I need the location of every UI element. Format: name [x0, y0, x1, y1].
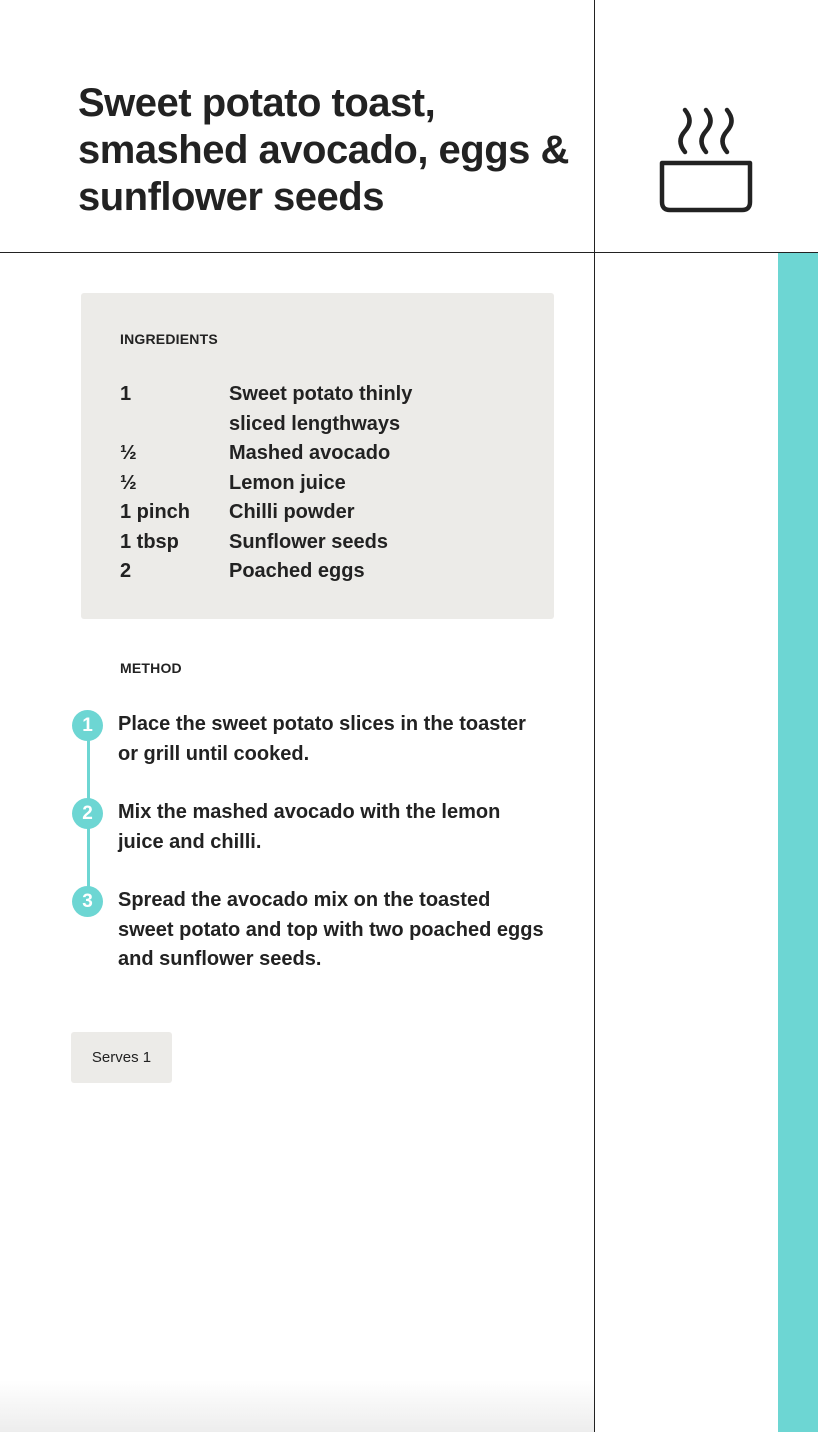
ingredient-quantity: 1 pinch: [120, 501, 191, 523]
ingredients-list: [120, 380, 540, 587]
ingredients-heading: INGREDIENTS: [120, 331, 218, 347]
ingredient-row: [120, 380, 540, 439]
step-text: Mix the mashed avocado with the lemon juice and chilli.: [118, 801, 501, 853]
vertical-divider: [594, 0, 595, 1432]
accent-bar: [778, 253, 818, 1432]
ingredient-name: Chilli powder: [229, 501, 355, 523]
step-text: Spread the avocado mix on the toasted sweet potato and top with two poached eggs and sunflower seeds.: [118, 889, 544, 970]
horizontal-divider: [0, 252, 818, 253]
ingredient-quantity: ½: [120, 471, 137, 494]
steaming-pot-icon: [655, 105, 760, 220]
ingredient-quantity: ½: [120, 442, 137, 464]
method-heading: METHOD: [120, 660, 182, 676]
ingredient-name: Mashed avocado: [229, 442, 391, 464]
step-number-badge: 1: [72, 710, 103, 741]
recipe-title: Sweet potato toast, smashed avocado, eggs & sunflower seeds: [78, 81, 569, 219]
ingredients-box: [81, 293, 554, 619]
ingredient-row: [120, 528, 540, 558]
ingredient-row: [120, 439, 540, 469]
ingredient-name: Sweet potato thinly sliced lengthways: [229, 383, 413, 435]
step-text: Place the sweet potato slices in the toaster or grill until cooked.: [118, 713, 526, 765]
ingredient-name: Poached eggs: [229, 560, 365, 582]
ingredient-name: Sunflower seeds: [229, 530, 388, 553]
step-number-badge: 3: [72, 886, 103, 917]
ingredient-row: [120, 469, 540, 499]
ingredient-quantity: 1: [120, 383, 132, 405]
ingredient-name: Lemon juice: [229, 471, 346, 494]
ingredient-quantity: 2: [120, 560, 132, 582]
bottom-shadow: [0, 1380, 594, 1432]
step-number-badge: 2: [72, 798, 103, 829]
ingredient-quantity: 1 tbsp: [120, 530, 179, 553]
ingredient-row: [120, 498, 540, 528]
serves-badge: Serves 1: [71, 1032, 172, 1083]
ingredient-row: [120, 557, 540, 587]
